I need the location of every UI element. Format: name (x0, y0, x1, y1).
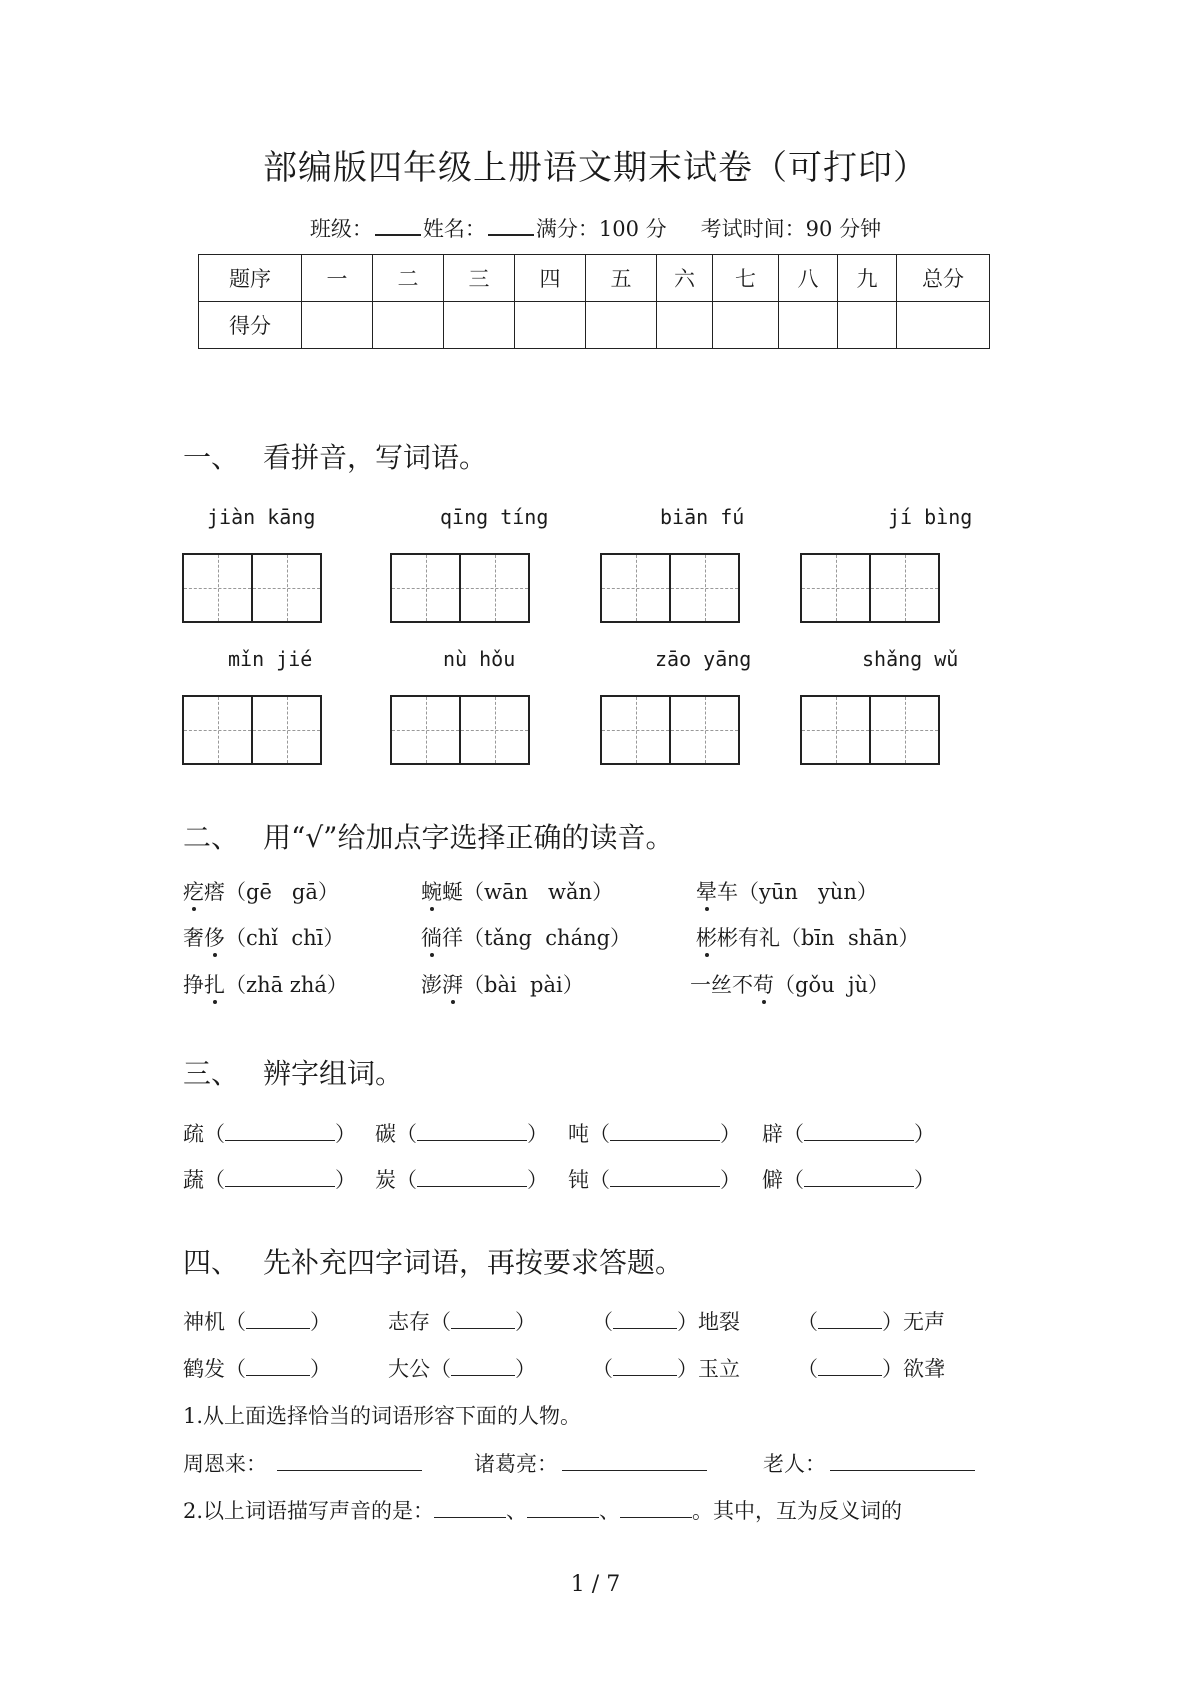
score-cell[interactable] (444, 302, 515, 349)
writing-grid[interactable] (390, 695, 530, 765)
writing-grid[interactable] (600, 553, 740, 623)
writing-grid[interactable] (390, 553, 530, 623)
score-cell[interactable] (515, 302, 586, 349)
idiom-item[interactable]: 志存（ ） (388, 1310, 536, 1334)
score-table-header-row (199, 255, 990, 302)
score-cell[interactable] (373, 302, 444, 349)
question-2[interactable]: 2.以上词语描写声音的是： 、 、 。其中，互为反义词的 (183, 1499, 903, 1523)
idiom-item[interactable]: （ ）欲聋 (797, 1357, 945, 1381)
section-2-title: 用“√”给加点字选择正确的读音。 (263, 821, 674, 854)
exam-time: 考试时间：90 分钟 (700, 217, 882, 241)
score-cell[interactable] (713, 302, 779, 349)
person-answer[interactable]: 诸葛亮： (474, 1448, 707, 1478)
page-number: 1 / 7 (570, 1572, 621, 1597)
score-header-cell: 五 (586, 255, 657, 302)
pinyin-label: jí bìng (888, 505, 973, 529)
pinyin-label: biān fú (660, 505, 745, 529)
pronunciation-item[interactable]: 彬彬有礼（bīn shān） (696, 926, 920, 950)
word-group-item[interactable]: 僻（ ） (762, 1168, 935, 1192)
idiom-item[interactable]: 神机（ ） (183, 1310, 331, 1334)
word-group-item[interactable]: 吨（ ） (568, 1122, 741, 1146)
idiom-item[interactable]: 大公（ ） (388, 1357, 536, 1381)
writing-grid[interactable] (800, 553, 940, 623)
word-group-item[interactable]: 炭（ ） (375, 1168, 548, 1192)
pronunciation-item[interactable]: 澎湃（bài pài） (421, 973, 584, 997)
score-cell[interactable] (838, 302, 897, 349)
idiom-item[interactable]: （ ）地裂 (592, 1310, 740, 1334)
score-header-cell: 七 (713, 255, 779, 302)
score-header-cell: 二 (373, 255, 444, 302)
score-table (198, 254, 990, 349)
exam-info (0, 213, 1191, 243)
section-1-title: 看拼音，写词语。 (263, 441, 488, 474)
pinyin-label: qīng tíng (440, 505, 549, 529)
word-group-item[interactable]: 碳（ ） (375, 1122, 548, 1146)
score-header-cell: 四 (515, 255, 586, 302)
section-1-heading (183, 436, 487, 476)
section-4-heading (183, 1241, 683, 1281)
section-2-heading (183, 816, 673, 856)
full-score: 满分：100 分 (535, 217, 667, 241)
idiom-item[interactable]: （ ）无声 (797, 1310, 945, 1334)
pinyin-label: shǎng wǔ (862, 647, 959, 671)
score-header-cell: 八 (779, 255, 838, 302)
pinyin-label: zāo yāng (655, 647, 752, 671)
pronunciation-item[interactable]: 徜徉（tǎng cháng） (421, 926, 632, 950)
person-answer[interactable]: 周恩来： (183, 1448, 422, 1478)
pronunciation-item[interactable]: 一丝不苟（gǒu jù） (690, 973, 889, 997)
section-1-number: 一、 (183, 441, 240, 474)
writing-grid[interactable] (800, 695, 940, 765)
section-2-number: 二、 (183, 821, 240, 854)
pronunciation-item[interactable]: 奢侈（chǐ chī） (183, 926, 345, 950)
score-header-cell: 三 (444, 255, 515, 302)
pronunciation-item[interactable]: 蜿蜒（wān wǎn） (421, 880, 614, 904)
word-group-item[interactable]: 蔬（ ） (183, 1168, 356, 1192)
score-header-cell: 九 (838, 255, 897, 302)
idiom-item[interactable]: 鹤发（ ） (183, 1357, 331, 1381)
word-group-item[interactable]: 疏（ ） (183, 1122, 356, 1146)
class-label: 班级： (309, 217, 373, 241)
pronunciation-item[interactable]: 疙瘩（gē gā） (183, 880, 339, 904)
page-title: 部编版四年级上册语文期末试卷（可打印） (263, 148, 928, 188)
pinyin-label: jiàn kāng (207, 505, 316, 529)
score-table-score-row (199, 302, 990, 349)
score-header-cell: 六 (657, 255, 713, 302)
writing-grid[interactable] (600, 695, 740, 765)
pronunciation-item[interactable]: 挣扎（zhā zhá） (183, 973, 348, 997)
score-cell[interactable] (897, 302, 990, 349)
section-4-title: 先补充四字词语，再按要求答题。 (263, 1246, 684, 1279)
pinyin-label: nù hǒu (443, 647, 516, 671)
score-header-cell: 一 (302, 255, 373, 302)
person-answer[interactable]: 老人： (763, 1448, 975, 1478)
question-1: 1.从上面选择恰当的词语形容下面的人物。 (183, 1404, 582, 1428)
idiom-item[interactable]: （ ）玉立 (592, 1357, 740, 1381)
score-cell[interactable] (779, 302, 838, 349)
writing-grid[interactable] (182, 553, 322, 623)
score-header-cell: 题序 (199, 255, 302, 302)
name-label: 姓名： (422, 217, 486, 241)
writing-grid[interactable] (182, 695, 322, 765)
score-cell[interactable] (586, 302, 657, 349)
class-blank[interactable] (375, 216, 421, 236)
name-blank[interactable] (488, 216, 534, 236)
word-group-item[interactable]: 辟（ ） (762, 1122, 935, 1146)
section-3-heading (183, 1052, 403, 1092)
section-3-title: 辨字组词。 (263, 1057, 404, 1090)
word-group-item[interactable]: 钝（ ） (568, 1168, 741, 1192)
score-row-label: 得分 (199, 302, 302, 349)
pronunciation-item[interactable]: 晕车（yūn yùn） (696, 880, 878, 904)
score-cell[interactable] (302, 302, 373, 349)
pinyin-label: mǐn jié (228, 647, 313, 671)
section-4-number: 四、 (183, 1246, 240, 1279)
score-header-cell: 总分 (897, 255, 990, 302)
section-3-number: 三、 (183, 1057, 240, 1090)
score-cell[interactable] (657, 302, 713, 349)
